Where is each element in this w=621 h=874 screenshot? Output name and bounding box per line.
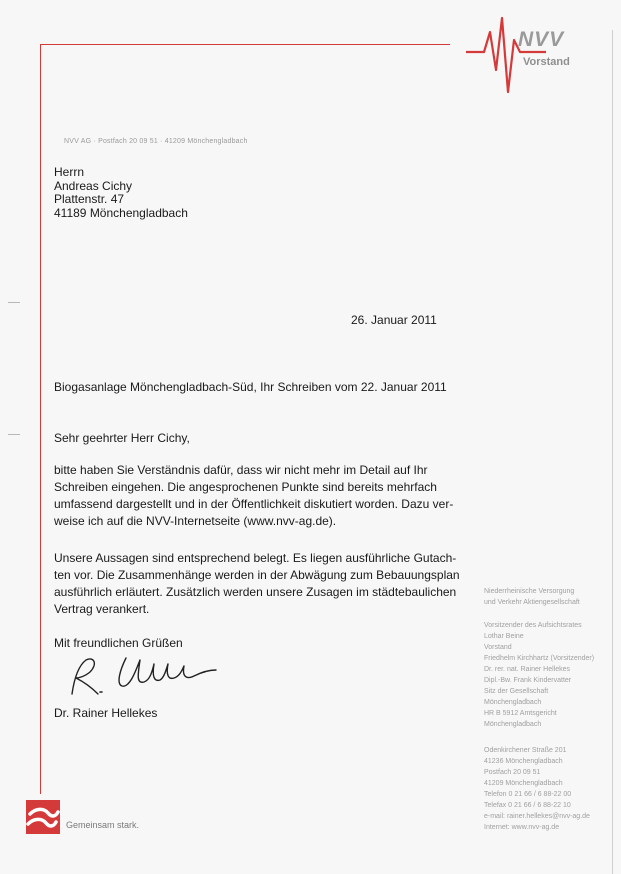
sidebar-line: HR B 5912 Amtsgericht (484, 710, 557, 717)
sidebar-line: Vorsitzender des Aufsichtsrates (484, 622, 582, 629)
sidebar-line: Sitz der Gesellschaft (484, 688, 549, 695)
sidebar-line: Telefax 0 21 66 / 6 88-22 10 (484, 802, 571, 809)
page-edge (612, 30, 613, 874)
handwritten-signature (64, 650, 224, 700)
paragraph-line: Unsere Aussagen sind entsprechend belegt. Es liegen ausführliche Gutach- (54, 551, 457, 565)
salutation: Sehr geehrter Herr Cichy, (54, 431, 190, 445)
sidebar-line: Niederrheinische Versorgung (484, 588, 575, 595)
body-paragraph-1 (54, 462, 453, 530)
sidebar-line: und Verkehr Aktiengesellschaft (484, 599, 580, 606)
sidebar-line: 41209 Mönchengladbach (484, 780, 563, 787)
closing-phrase: Mit freundlichen Grüßen (54, 636, 183, 650)
recipient-line: Plattenstr. 47 (54, 192, 125, 206)
brand-department: Vorstand (523, 56, 570, 68)
footer-wave-logo-icon (26, 800, 60, 834)
body-paragraph-2 (54, 550, 460, 618)
sidebar-line: Lothar Beine (484, 633, 524, 640)
paragraph-line: weise ich auf die NVV-Internetseite (www.nvv-ag.de). (54, 514, 337, 528)
paragraph-line: bitte haben Sie Verständnis dafür, dass wir nicht mehr im Detail auf Ihr (54, 463, 428, 477)
signer-name: Dr. Rainer Hellekes (54, 706, 158, 720)
sidebar-board (484, 620, 594, 730)
sidebar-line: e-mail: rainer.hellekes@nvv-ag.de (484, 813, 590, 820)
red-left-rule (40, 44, 41, 794)
recipient-line: Herrn (54, 165, 85, 179)
red-top-rule (40, 44, 450, 45)
sidebar-line: 41236 Mönchengladbach (484, 758, 563, 765)
paragraph-line: ausführlich erläutert. Zusätzlich werden unsere Zusagen im städtebaulichen (54, 585, 457, 599)
punch-mark (8, 434, 20, 435)
sidebar-line: Mönchengladbach (484, 699, 542, 706)
paragraph-line: Vertrag verankert. (54, 602, 150, 616)
recipient-line: Andreas Cichy (54, 178, 133, 193)
fold-mark (8, 302, 20, 303)
sender-return-address: NVV AG · Postfach 20 09 51 · 41209 Mönchengladbach (64, 138, 248, 145)
footer-slogan: Gemeinsam stark. (66, 820, 140, 830)
sidebar-line: Dipl.-Bw. Frank Kindervatter (484, 677, 572, 684)
sidebar-contact (484, 745, 590, 833)
recipient-line: 41189 Mönchengladbach (54, 205, 188, 220)
recipient-address (54, 166, 188, 220)
sidebar-line: Internet: www.nvv-ag.de (484, 824, 560, 831)
sidebar-line: Vorstand (484, 644, 512, 651)
letter-date: 26. Januar 2011 (351, 313, 437, 327)
sidebar-line: Postfach 20 09 51 (484, 769, 541, 776)
sidebar-line: Dr. rer. nat. Rainer Hellekes (484, 666, 570, 673)
sidebar-line: Odenkirchener Straße 201 (484, 747, 567, 754)
sidebar-line: Telefon 0 21 66 / 6 88-22 00 (484, 791, 572, 798)
sidebar-line: Mönchengladbach (484, 721, 542, 728)
nvv-pulse-logo-icon (466, 12, 546, 96)
letter-subject: Biogasanlage Mönchengladbach-Süd, Ihr Schreiben vom 22. Januar 2011 (54, 380, 447, 394)
sidebar-company (484, 586, 580, 608)
paragraph-line: Schreiben eingehen. Die angesprochenen Punkte sind bereits mehrfach (54, 480, 437, 494)
sidebar-line: Friedhelm Kirchhartz (Vorsitzender) (484, 655, 595, 662)
paragraph-line: ten vor. Die Zusammenhänge werden in der Abwägung zum Bebauungsplan (54, 568, 460, 582)
brand-name: NVV (518, 28, 565, 51)
paragraph-line: umfassend dargestellt und in der Öffentlichkeit diskutiert worden. Dazu ver- (54, 497, 454, 511)
